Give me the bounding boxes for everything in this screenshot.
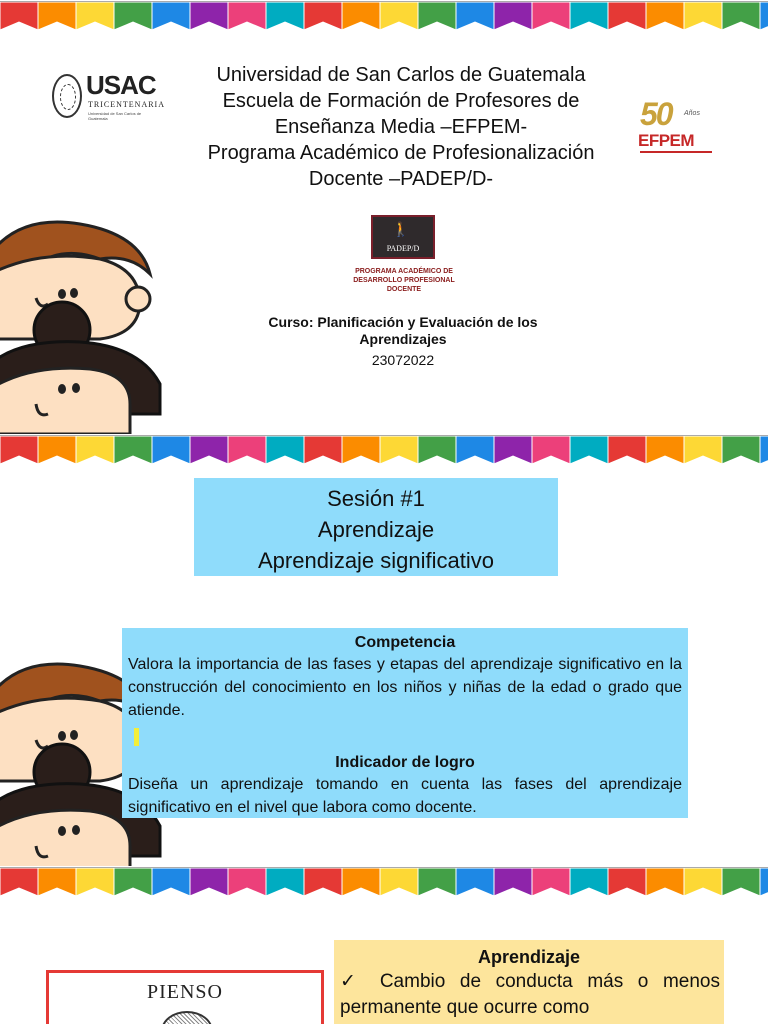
institution-title xyxy=(178,62,624,192)
course-name xyxy=(230,314,576,348)
bunting-flag xyxy=(114,2,152,30)
bunting-flag xyxy=(342,436,380,464)
efpem-50-logo xyxy=(636,96,716,158)
bunting-flag xyxy=(380,868,418,896)
padep-caption xyxy=(346,267,462,294)
bunting-flag xyxy=(532,2,570,30)
bunting-flag xyxy=(494,2,532,30)
bunting-flag xyxy=(152,2,190,30)
bunting-flag xyxy=(760,868,768,896)
bunting-flag xyxy=(608,2,646,30)
session-number: Sesión #1 xyxy=(327,486,425,511)
checkmark-icon: ✓ xyxy=(340,971,366,992)
indicador-text: Diseña un aprendizaje tomando en cuenta las fases del aprendizaje significativo en el nivel que labora como docente. xyxy=(128,776,682,816)
bunting-flag xyxy=(304,2,342,30)
bunting-flags xyxy=(0,866,768,906)
title-line-3: Enseñanza Media –EFPEM- xyxy=(274,116,528,138)
bunting-flag xyxy=(114,868,152,896)
bunting-flag xyxy=(608,868,646,896)
bunting-flag xyxy=(722,2,760,30)
title-line-2: Escuela de Formación de Profesores de xyxy=(222,90,580,112)
bunting-flag xyxy=(190,868,228,896)
bunting-flag xyxy=(76,868,114,896)
slide-aprendizaje xyxy=(0,866,768,1024)
bunting-flag xyxy=(722,436,760,464)
family-icon: 🚶 xyxy=(392,221,410,237)
bunting-flag xyxy=(532,868,570,896)
course-line-1: Curso: Planificación y Evaluación de los xyxy=(268,314,538,330)
bunting-top-slide1 xyxy=(0,0,768,40)
pienso-image-frame xyxy=(46,970,324,1024)
session-title-box xyxy=(194,478,558,576)
competencia-heading: Competencia xyxy=(354,634,456,651)
bunting-flag xyxy=(0,868,38,896)
usac-logo-text: USAC xyxy=(86,70,156,100)
bunting-flag xyxy=(266,436,304,464)
bunting-flag xyxy=(304,436,342,464)
bunting-flag xyxy=(684,2,722,30)
bunting-flag xyxy=(76,436,114,464)
efpem-logo-text: EFPEM xyxy=(638,131,695,150)
aprendizaje-definition-box xyxy=(334,940,724,1024)
pienso-label: PIENSO xyxy=(146,981,223,1003)
cartoon-kids-icon xyxy=(0,214,170,434)
bunting-flag xyxy=(418,868,456,896)
definition-text: Cambio de conducta más o menos permanente que ocurre como xyxy=(340,971,720,1018)
bunting-flag xyxy=(0,2,38,30)
bunting-top-slide3 xyxy=(0,866,768,906)
bunting-flag xyxy=(456,2,494,30)
efpem-logo-underline xyxy=(640,151,712,153)
competencia-box xyxy=(122,628,688,818)
bunting-flag xyxy=(38,2,76,30)
bunting-flag xyxy=(190,2,228,30)
bunting-flag xyxy=(608,436,646,464)
text-cursor-marker xyxy=(134,728,139,746)
bunting-flag xyxy=(38,868,76,896)
session-topic-1: Aprendizaje xyxy=(317,517,435,542)
bunting-flag xyxy=(684,436,722,464)
bunting-flag xyxy=(760,2,768,30)
bunting-flag xyxy=(114,436,152,464)
bunting-flag xyxy=(494,436,532,464)
bunting-flag xyxy=(532,436,570,464)
bunting-flag xyxy=(570,868,608,896)
bunting-top-slide2 xyxy=(0,434,768,474)
indicador-heading: Indicador de logro xyxy=(335,754,475,771)
bunting-flag xyxy=(152,868,190,896)
bunting-flag xyxy=(190,436,228,464)
slide-session xyxy=(0,434,768,866)
title-line-4: Programa Académico de Profesionalización xyxy=(207,142,595,164)
bunting-flag xyxy=(570,2,608,30)
course-line-2: Aprendizajes xyxy=(359,331,447,347)
bunting-flag xyxy=(646,868,684,896)
bunting-flag xyxy=(304,868,342,896)
bunting-flag xyxy=(418,436,456,464)
definition-item xyxy=(338,969,720,1021)
bunting-flag xyxy=(380,2,418,30)
bunting-flag xyxy=(646,2,684,30)
padep-caption-line-2: DESARROLLO PROFESIONAL DOCENTE xyxy=(353,277,455,293)
bunting-flag xyxy=(266,868,304,896)
aprendizaje-heading: Aprendizaje xyxy=(477,947,581,967)
competencia-text: Valora la importancia de las fases y etapas del aprendizaje significativo en la construcción del conocimiento en los niños y niñas de la edad o grado que atiende. xyxy=(128,656,682,719)
bunting-flag xyxy=(646,436,684,464)
bunting-flag xyxy=(342,2,380,30)
session-topic-2: Aprendizaje significativo xyxy=(257,548,495,573)
padep-logo-label: PADEP/D xyxy=(386,244,420,253)
bunting-flag xyxy=(228,2,266,30)
bunting-flag xyxy=(266,2,304,30)
bunting-flag xyxy=(152,436,190,464)
bunting-flag xyxy=(684,868,722,896)
padep-caption-line-1: PROGRAMA ACADÉMICO DE xyxy=(355,268,453,275)
bunting-flag xyxy=(342,868,380,896)
usac-logo-subtitle: TRICENTENARIA xyxy=(88,100,165,109)
bunting-flags xyxy=(0,434,768,474)
bunting-flag xyxy=(760,436,768,464)
bunting-flag xyxy=(228,868,266,896)
cartoon-kids-illustration xyxy=(0,214,170,434)
bunting-flag xyxy=(38,436,76,464)
bunting-flag xyxy=(228,436,266,464)
bunting-flag xyxy=(0,436,38,464)
usac-logo xyxy=(52,70,165,126)
course-date: 23072022 xyxy=(371,352,435,368)
bunting-flag xyxy=(380,436,418,464)
bunting-flag xyxy=(76,2,114,30)
bunting-flag xyxy=(456,436,494,464)
slide-title xyxy=(0,0,768,434)
title-line-5: Docente –PADEP/D- xyxy=(308,168,494,190)
padep-logo xyxy=(371,215,435,259)
bunting-flag xyxy=(570,436,608,464)
title-line-1: Universidad de San Carlos de Guatemala xyxy=(216,64,586,86)
bunting-flag xyxy=(494,868,532,896)
bunting-flag xyxy=(418,2,456,30)
bunting-flag xyxy=(722,868,760,896)
efpem-logo-suffix: Años xyxy=(684,110,700,117)
usac-seal-icon xyxy=(52,74,82,118)
usac-logo-caption: Universidad de San Carlos de Guatemala xyxy=(88,111,142,121)
thinking-head-icon xyxy=(161,1011,213,1024)
bunting-flags xyxy=(0,0,768,40)
efpem-logo-number: 50 xyxy=(640,96,672,132)
bunting-flag xyxy=(456,868,494,896)
